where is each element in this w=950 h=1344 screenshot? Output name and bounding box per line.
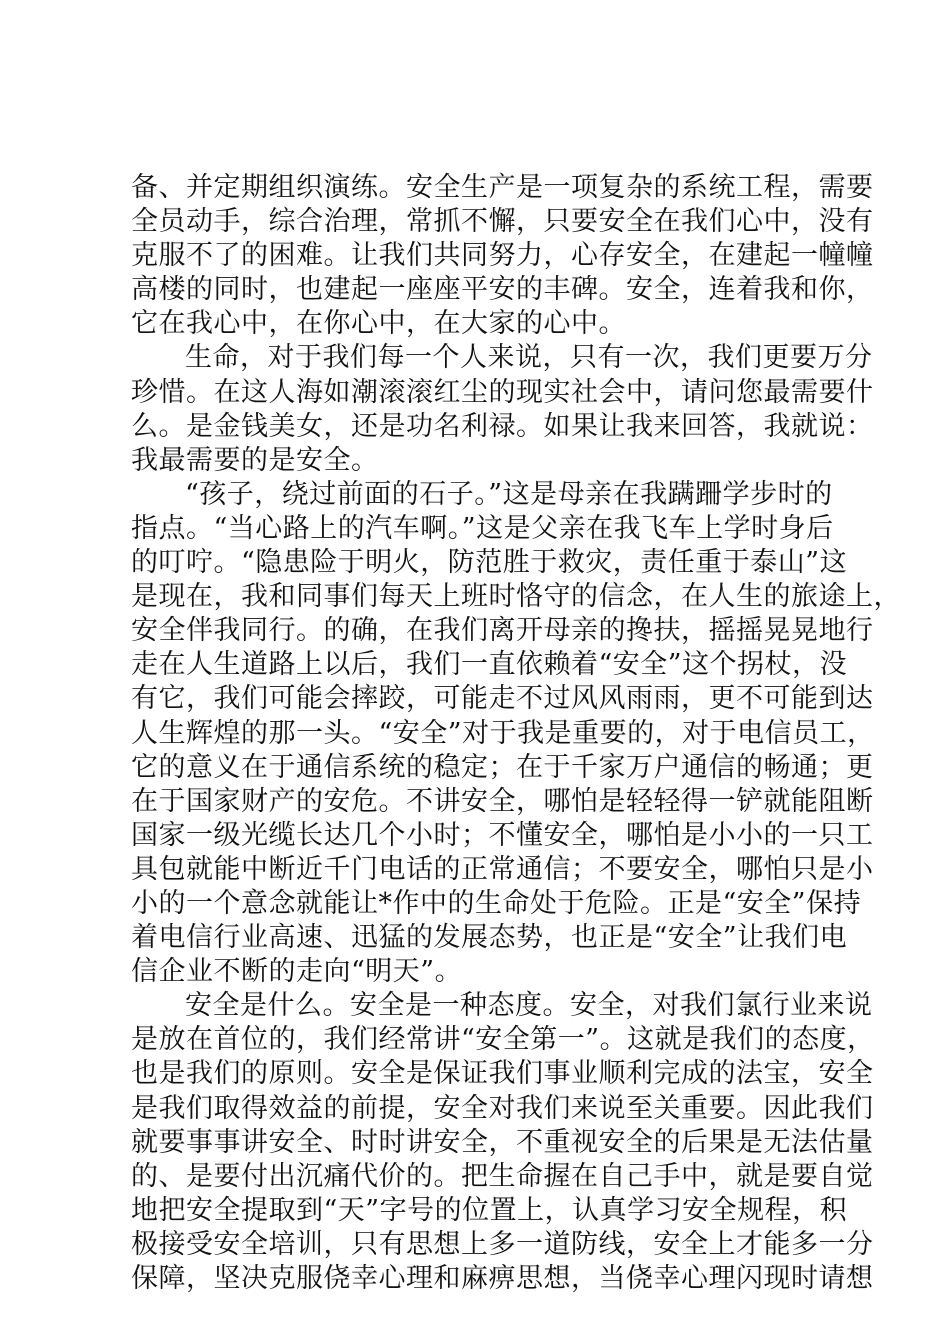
document-body: [131, 171, 901, 1296]
text-line: 在于国家财产的安危。不讲安全，哪怕是轻轻得一铲就能阻断: [131, 785, 874, 817]
text-line: 生命，对于我们每一个人来说，只有一次，我们更要万分: [185, 342, 873, 374]
text-line: 是放在首位的，我们经常讲“安全第一”。这就是我们的态度，: [131, 1024, 875, 1056]
text-line: 它在我心中，在你心中，在大家的心中。: [131, 308, 626, 340]
text-line: 高楼的同时，也建起一座座平安的丰碑。安全，连着我和你，: [131, 274, 874, 306]
text-line: 有它，我们可能会摔跤，可能走不过风风雨雨，更不可能到达: [131, 683, 874, 715]
text-line: 信企业不断的走向“明天”。: [131, 956, 463, 988]
text-line: 走在人生道路上以后，我们一直依赖着“安全”这个拐杖，没: [131, 649, 848, 681]
text-line: 国家一级光缆长达几个小时；不懂安全，哪怕是小小的一只工: [131, 819, 874, 851]
text-line: 安全伴我同行。的确，在我们离开母亲的搀扶，摇摇晃晃地行: [131, 615, 874, 647]
text-line: 是我们取得效益的前提，安全对我们来说至关重要。因此我们: [131, 1092, 874, 1124]
text-line: 着电信行业高速、迅猛的发展态势，也正是“安全”让我们电: [131, 922, 848, 954]
text-line: 保障，坚决克服侥幸心理和麻痹思想，当侥幸心理闪现时请想: [131, 1263, 874, 1294]
text-line: 全员动手，综合治理，常抓不懈，只要安全在我们心中，没有: [131, 206, 874, 238]
text-line: 珍惜。在这人海如潮滚滚红尘的现实社会中，请问您最需要什: [131, 376, 874, 408]
text-line: 具包就能中断近千门电话的正常通信；不要安全，哪怕只是小: [131, 853, 874, 885]
text-line: 备、并定期组织演练。安全生产是一项复杂的系统工程，需要: [131, 172, 874, 203]
text-line: 就要事事讲安全、时时讲安全，不重视安全的后果是无法估量: [131, 1126, 874, 1158]
text-line: 的叮咛。“隐患险于明火，防范胜于救灾，责任重于泰山”这: [131, 547, 848, 579]
text-line: 极接受安全培训，只有思想上多一道防线，安全上才能多一分: [131, 1228, 874, 1260]
text-line: 的、是要付出沉痛代价的。把生命握在自己手中，就是要自觉: [131, 1160, 874, 1192]
text-line: 是现在，我和同事们每天上班时恪守的信念，在人生的旅途上，: [131, 581, 901, 613]
text-line: 它的意义在于通信系统的稳定；在于千家万户通信的畅通；更: [131, 751, 874, 783]
text-line: 指点。“当心路上的汽车啊。”这是父亲在我飞车上学时身后: [131, 512, 834, 544]
text-line: 人生辉煌的那一头。“安全”对于我是重要的，对于电信员工，: [131, 717, 875, 749]
text-line: 安全是什么。安全是一种态度。安全，对我们氯行业来说: [185, 990, 873, 1022]
text-line: 我最需要的是安全。: [131, 444, 379, 476]
text-line: 也是我们的原则。安全是保证我们事业顺利完成的法宝，安全: [131, 1058, 874, 1090]
text-line: 克服不了的困难。让我们共同努力，心存安全，在建起一幢幢: [131, 240, 874, 272]
text-line: “孩子，绕过前面的石子。”这是母亲在我蹒跚学步时的: [185, 478, 833, 510]
text-line: 小的一个意念就能让*作中的生命处于危险。正是“安全”保持: [131, 887, 862, 919]
text-line: 地把安全提取到“天”字号的位置上，认真学习安全规程，积: [131, 1194, 848, 1226]
text-line: 么。是金钱美女，还是功名利禄。如果让我来回答，我就说：: [131, 410, 874, 442]
